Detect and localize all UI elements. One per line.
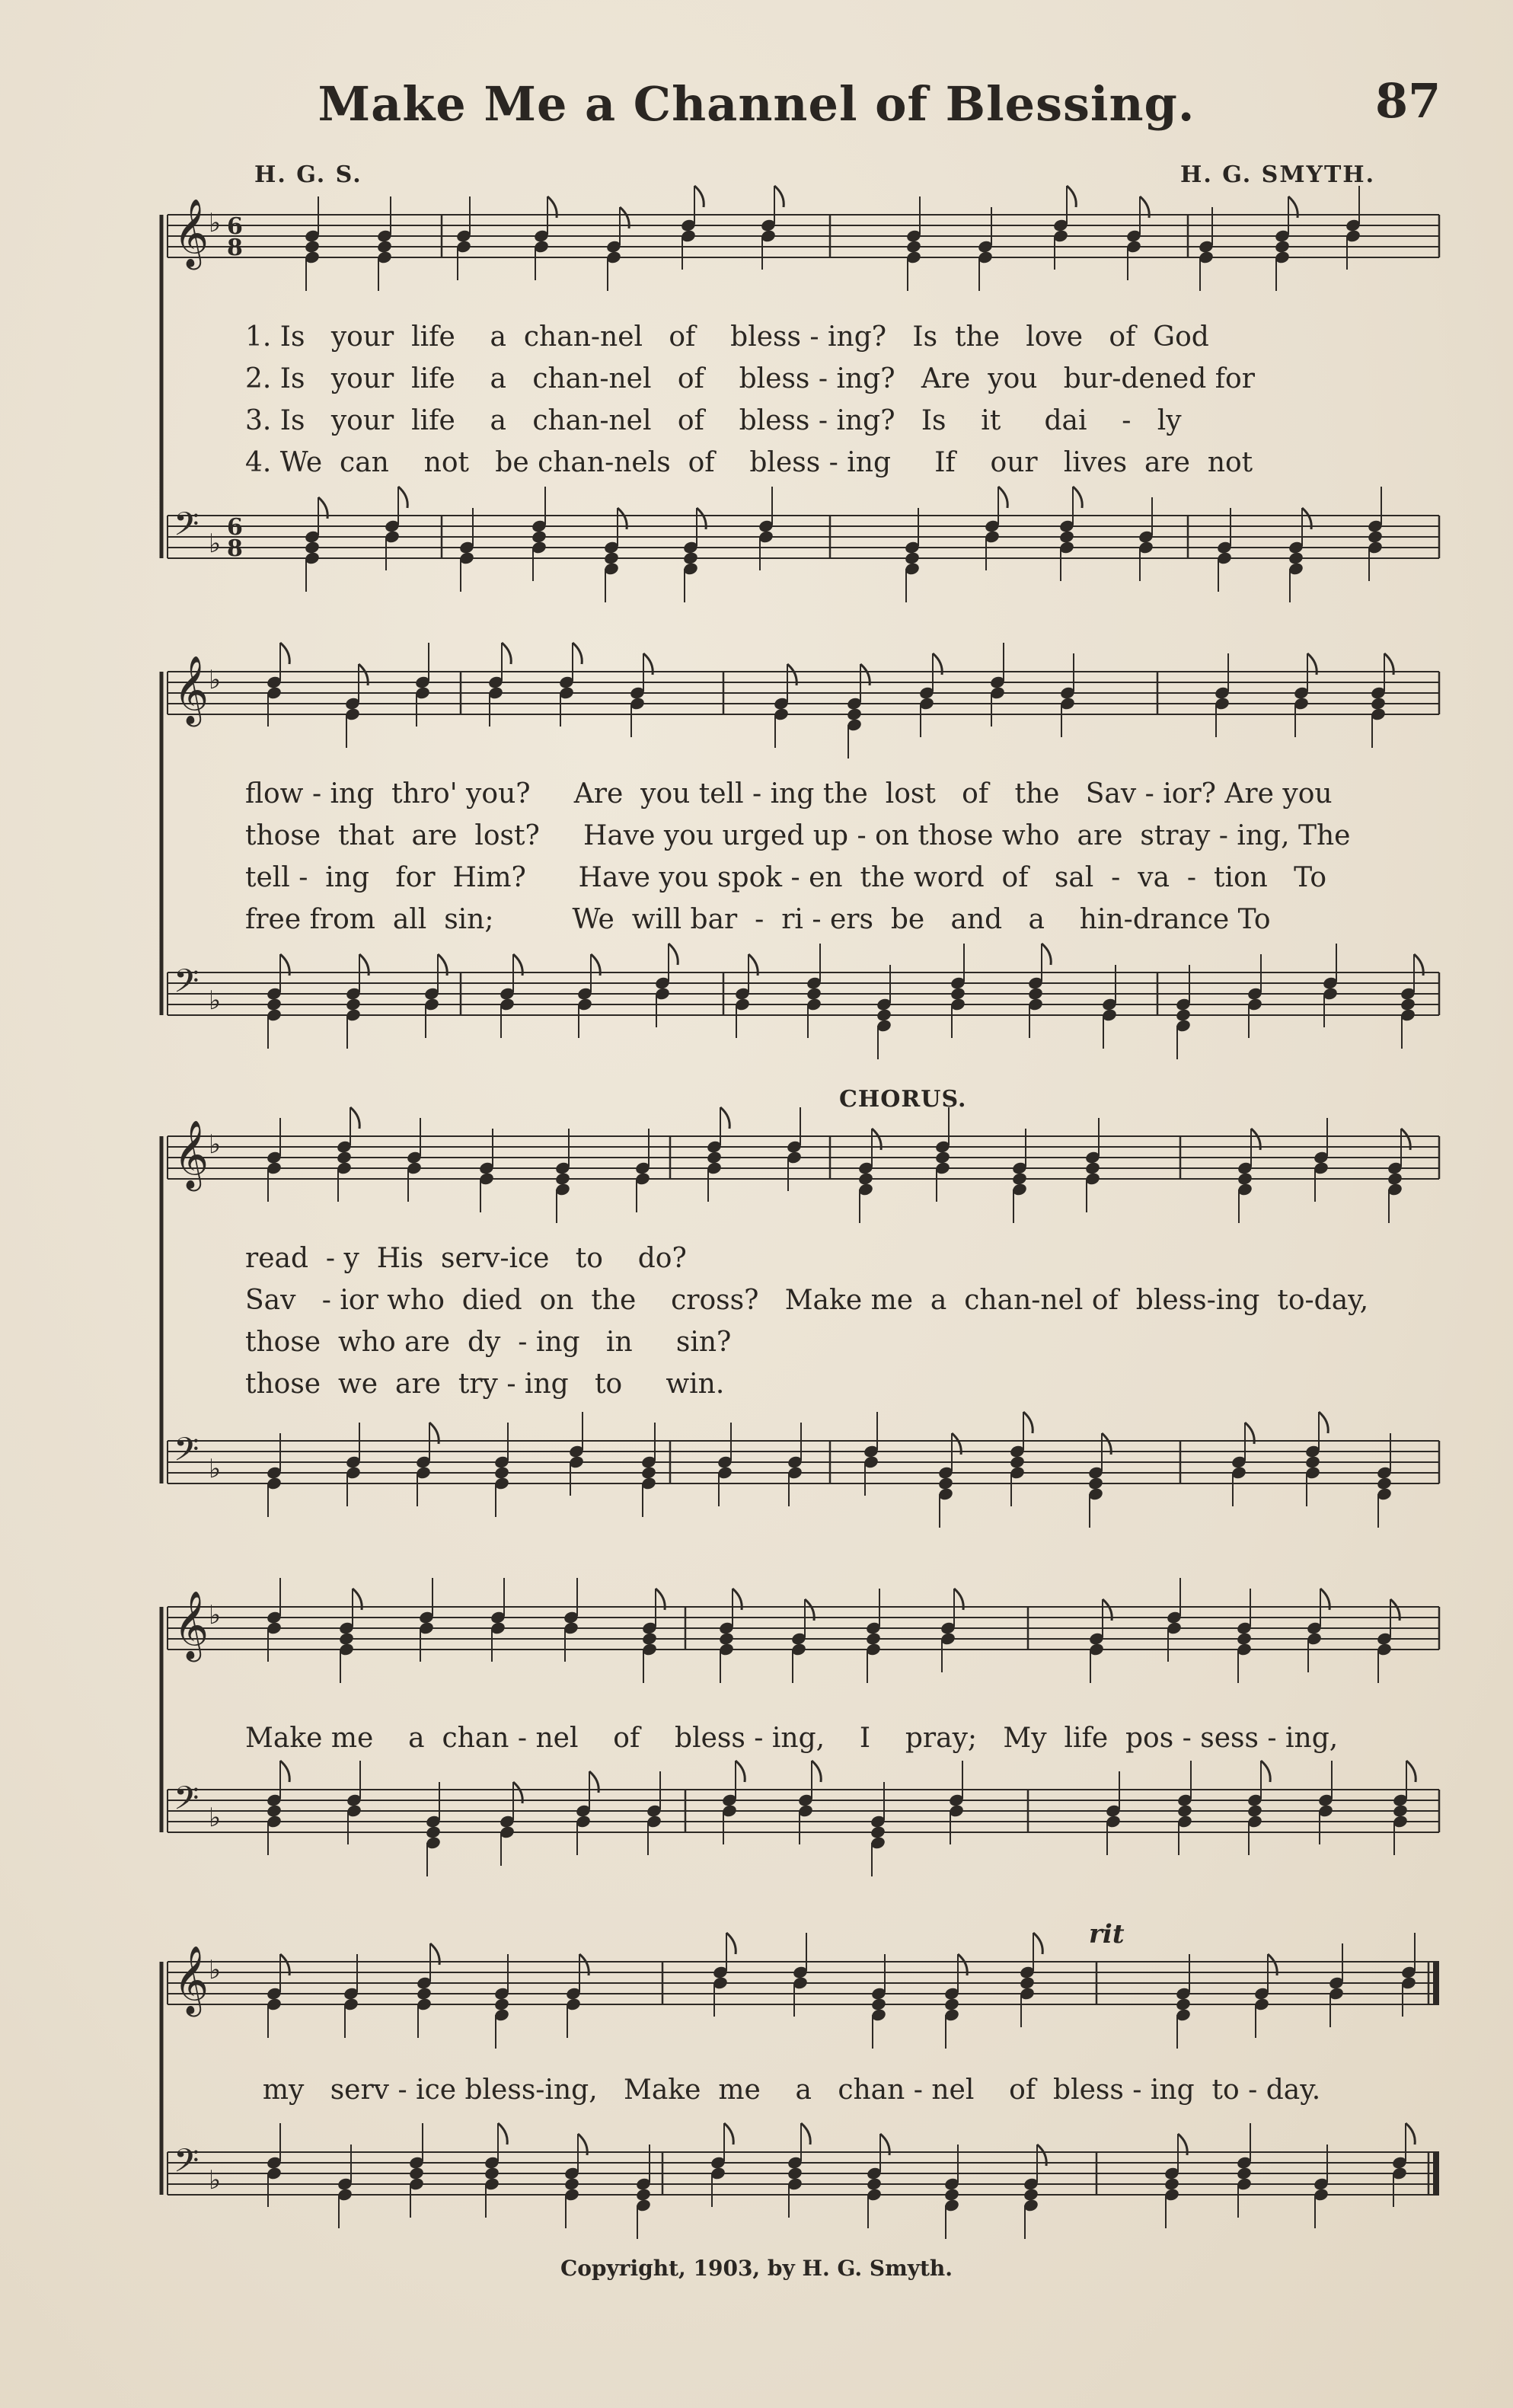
bass-staff: [168, 1761, 1439, 1876]
note-chord: [423, 954, 447, 1038]
note-chord: [1328, 1943, 1345, 2027]
note-chord: [806, 944, 822, 1038]
note-chord: [1376, 1599, 1400, 1683]
note-chord: [1313, 2145, 1329, 2228]
note-chord: [603, 508, 627, 602]
treble-staff: [168, 1107, 1439, 1223]
flat-icon: ♭: [209, 2165, 222, 2196]
note-chord: [950, 944, 966, 1038]
treble-staff: [168, 1578, 1439, 1683]
note-chord: [904, 508, 921, 602]
note-chord: [1313, 1118, 1329, 1202]
music-system-5: [160, 1947, 1447, 2236]
treble-clef-icon: 𝄞: [174, 1591, 209, 1659]
note-chord: [1175, 965, 1192, 1059]
note-chord: [565, 1954, 589, 2038]
note-chord: [266, 1954, 289, 2038]
music-system-3: [160, 1121, 1447, 1517]
note-chord: [1009, 1412, 1033, 1506]
note-chord: [866, 2134, 889, 2228]
note-chord: [1214, 653, 1231, 737]
note-chord: [1231, 1423, 1254, 1506]
note-chord: [337, 2145, 353, 2228]
note-chord: [1125, 196, 1149, 280]
note-chord: [1084, 1118, 1101, 1212]
note-chord: [734, 954, 758, 1038]
note-chord: [493, 1423, 510, 1517]
note-chord: [1088, 1599, 1112, 1683]
flat-icon: ♭: [209, 1955, 222, 1985]
note-chord: [1237, 1129, 1260, 1223]
note-chord: [376, 196, 393, 291]
note-chord: [790, 1599, 814, 1683]
bass-clef-icon: 𝄢: [174, 1431, 199, 1477]
note-chord: [345, 1423, 362, 1506]
bass-clef-icon: 𝄢: [174, 506, 199, 551]
note-chord: [1176, 1761, 1193, 1855]
note-chord: [304, 196, 321, 291]
note-chord: [563, 2134, 587, 2228]
music-staff-graphic: [160, 1121, 1447, 1517]
note-chord: [1138, 497, 1154, 581]
note-chord: [934, 1107, 951, 1202]
note-chord: [266, 1761, 289, 1855]
flat-icon: ♭: [209, 1129, 222, 1160]
note-chord: [499, 1782, 522, 1866]
note-chord: [1216, 508, 1233, 592]
note-chord: [635, 2145, 652, 2239]
note-chord: [1246, 954, 1263, 1038]
note-chord: [1023, 2145, 1046, 2239]
note-chord: [1400, 954, 1423, 1049]
ritardando-mark: rit: [1089, 1919, 1125, 1950]
note-chord: [1236, 2123, 1253, 2218]
note-chord: [876, 965, 892, 1059]
copyright-notice: Copyright, 1903, by H. G. Smyth.: [560, 2256, 953, 2281]
note-chord: [1293, 653, 1317, 737]
note-chord: [455, 196, 472, 280]
note-chord: [1367, 487, 1384, 581]
time-signature-icon: 6: [227, 514, 243, 541]
flat-icon: ♭: [209, 529, 222, 559]
note-chord: [605, 207, 629, 291]
note-chord: [857, 1129, 881, 1223]
note-chord: [629, 653, 653, 737]
note-chord: [1304, 1412, 1328, 1506]
note-chord: [1059, 653, 1076, 737]
verse-line-1: my serv - ice bless-ing, Make me a chan - nel of bless - ing to - day.: [245, 2074, 1321, 2106]
note-chord: [1027, 944, 1051, 1038]
music-staff-graphic: [160, 200, 1447, 596]
note-chord: [718, 1589, 742, 1683]
note-chord: [846, 664, 870, 758]
note-chord: [415, 1423, 439, 1506]
note-chord: [554, 1129, 571, 1223]
chorus-label: CHORUS.: [839, 1086, 967, 1113]
verse-line-1: flow - ing thro' you? Are you tell - ing the lost of the Sav - ior? Are you: [245, 778, 1333, 810]
note-chord: [416, 1943, 439, 2038]
note-chord: [977, 207, 994, 291]
verse-line-2: those that are lost? Have you urged up - on those who are stray - ing, The: [245, 820, 1351, 851]
note-chord: [343, 1954, 359, 2038]
note-chord: [717, 1423, 733, 1506]
note-chord: [1288, 508, 1311, 602]
note-chord: [336, 1107, 359, 1202]
note-chord: [345, 954, 369, 1049]
note-chord: [344, 664, 368, 748]
note-chord: [478, 1129, 495, 1212]
note-chord: [1392, 1761, 1416, 1855]
bass-clef-icon: 𝄢: [174, 2142, 199, 2188]
note-chord: [338, 1589, 362, 1683]
music-staff-graphic: [160, 656, 1447, 1052]
note-chord: [1011, 1129, 1028, 1223]
note-chord: [1019, 1933, 1042, 2027]
note-chord: [266, 1433, 282, 1517]
note-chord: [787, 1423, 803, 1506]
note-chord: [1101, 965, 1118, 1049]
time-signature-icon: 6: [227, 213, 243, 240]
note-chord: [1087, 1433, 1111, 1528]
note-chord: [533, 196, 557, 280]
bass-staff: [168, 487, 1439, 602]
verse-line-3: 3. Is your life a chan-nel of bless - ing? Is it dai - ly: [245, 405, 1182, 436]
note-chord: [1370, 653, 1393, 748]
treble-clef-icon: 𝄞: [174, 656, 209, 724]
treble-clef-icon: 𝄞: [174, 1120, 209, 1189]
note-chord: [1058, 487, 1082, 581]
verse-line-1: read - y His serv-ice to do?: [245, 1243, 687, 1274]
note-chord: [937, 1433, 961, 1528]
note-chord: [1387, 1129, 1410, 1223]
note-chord: [406, 1118, 423, 1202]
note-chord: [576, 954, 600, 1038]
bass-clef-icon: 𝄢: [174, 963, 199, 1008]
flat-icon: ♭: [209, 665, 222, 695]
note-chord: [870, 1954, 887, 2049]
verse-line-4: those we are try - ing to win.: [245, 1368, 725, 1400]
music-system-1: [160, 200, 1447, 596]
flat-icon: ♭: [209, 1803, 222, 1833]
verse-line-4: free from all sin; We will bar - ri - ers be and a hin-drance To: [245, 904, 1271, 935]
time-signature-icon: 8: [227, 235, 243, 261]
music-system-4: [160, 1592, 1447, 1881]
note-chord: [458, 508, 475, 592]
verse-line-2: 2. Is your life a chan-nel of bless - ing? Are you bur-dened for: [245, 363, 1255, 394]
treble-staff: [168, 1933, 1439, 2049]
note-chord: [1175, 1954, 1192, 2049]
note-chord: [493, 1954, 510, 2049]
music-credit: H. G. SMYTH.: [1180, 161, 1376, 188]
note-chord: [484, 2123, 507, 2218]
note-chord: [531, 487, 547, 581]
verse-line-3: tell - ing for Him? Have you spok - en the word of sal - va - tion To: [245, 862, 1327, 893]
note-chord: [641, 1589, 665, 1683]
note-chord: [1246, 1761, 1270, 1855]
flat-icon: ♭: [209, 208, 222, 238]
note-chord: [266, 1118, 282, 1202]
verse-line-4: 4. We can not be chan-nels of bless - ing If our lives are not: [245, 447, 1253, 478]
note-chord: [1163, 2134, 1187, 2228]
bass-clef-icon: 𝄢: [174, 1780, 199, 1825]
page-number: 87: [1375, 73, 1441, 129]
note-chord: [634, 1129, 651, 1212]
time-signature-icon: 8: [227, 535, 243, 562]
bass-staff: [168, 944, 1439, 1059]
treble-staff: [168, 643, 1439, 758]
flat-icon: ♭: [209, 1600, 222, 1630]
verse-line-3: those who are dy - ing in sin?: [245, 1327, 732, 1358]
music-system-2: [160, 656, 1447, 1052]
note-chord: [787, 2123, 810, 2218]
treble-clef-icon: 𝄞: [174, 1946, 209, 2014]
note-chord: [640, 1423, 657, 1517]
flat-icon: ♭: [209, 1454, 222, 1484]
note-chord: [266, 954, 289, 1049]
note-chord: [1253, 1954, 1277, 2038]
note-chord: [1105, 1771, 1122, 1855]
note-chord: [304, 497, 327, 592]
note-chord: [706, 1107, 729, 1202]
bass-staff: [168, 2123, 1439, 2239]
bass-staff: [168, 1412, 1439, 1528]
note-chord: [425, 1782, 442, 1876]
note-chord: [1236, 1589, 1253, 1683]
treble-staff: [168, 186, 1439, 291]
verse-line-1: Make me a chan - nel of bless - ing, I pray; My life pos - sess - ing,: [245, 1723, 1339, 1754]
note-chord: [918, 653, 942, 737]
note-chord: [1274, 196, 1298, 291]
note-chord: [905, 196, 922, 291]
note-chord: [773, 664, 796, 748]
verse-line-2: Sav - ior who died on the cross? Make me a chan-nel of bless-ing to-day,: [245, 1285, 1369, 1316]
note-chord: [408, 2123, 425, 2218]
verse-line-1: 1. Is your life a chan-nel of bless - ing? Is the love of God: [245, 321, 1209, 353]
note-chord: [940, 1589, 963, 1672]
note-chord: [682, 508, 706, 602]
note-chord: [1376, 1433, 1393, 1528]
note-chord: [1306, 1589, 1329, 1672]
note-chord: [646, 1771, 662, 1855]
note-chord: [943, 2145, 960, 2239]
note-chord: [870, 1782, 886, 1876]
note-chord: [865, 1589, 882, 1683]
hymn-title: Make Me a Channel of Blessing.: [318, 76, 1195, 132]
words-credit: H. G. S.: [254, 161, 362, 188]
treble-clef-icon: 𝄞: [174, 199, 209, 267]
note-chord: [575, 1771, 598, 1855]
note-chord: [943, 1954, 967, 2049]
note-chord: [499, 954, 522, 1038]
note-chord: [1198, 207, 1215, 291]
flat-icon: ♭: [209, 985, 222, 1016]
